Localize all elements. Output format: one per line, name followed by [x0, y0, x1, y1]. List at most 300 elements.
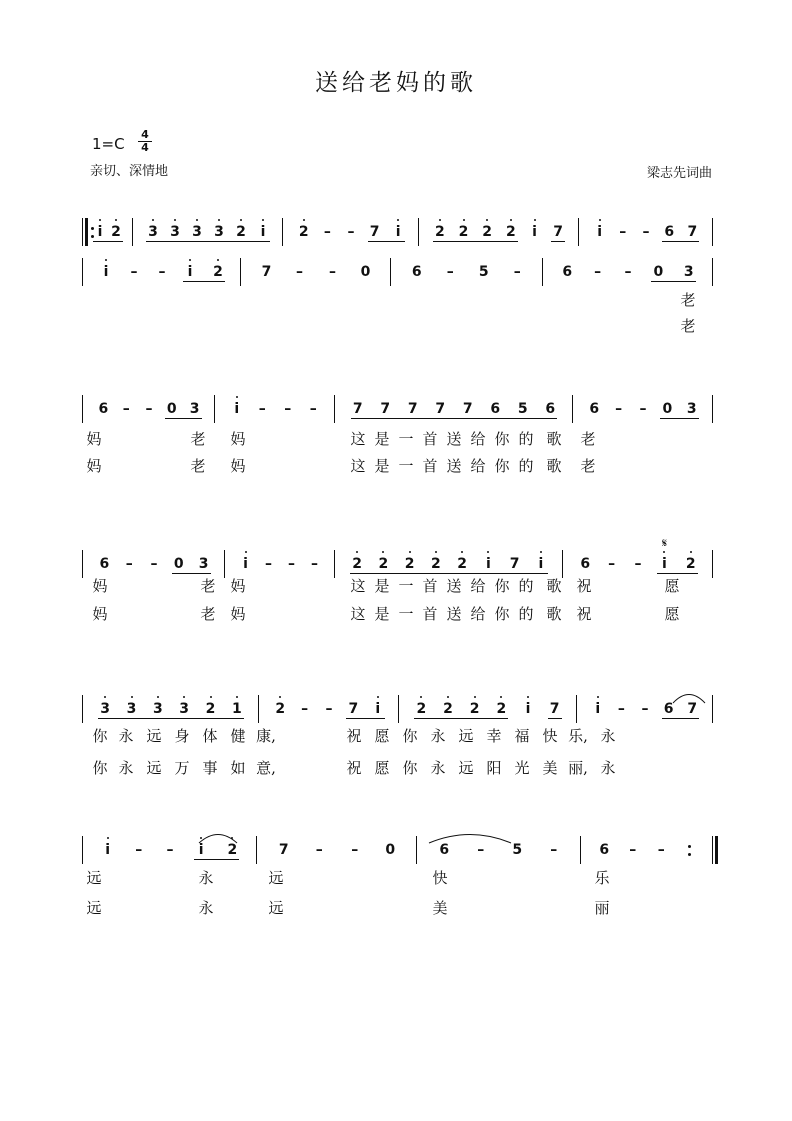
segno-sign: 𝄋 — [662, 536, 668, 550]
octave-dot — [279, 696, 281, 698]
note: 3 — [198, 556, 209, 572]
note: 5 — [512, 842, 523, 858]
note: 1 — [231, 701, 242, 717]
lyric-char: 健 — [230, 727, 246, 745]
lyric-char: 万 — [174, 759, 190, 777]
barline — [416, 836, 417, 864]
lyric-char: 你 — [494, 605, 510, 623]
dash-sustain: – — [323, 224, 331, 240]
dash-sustain: – — [629, 842, 637, 858]
lyric-char: 永 — [198, 869, 214, 887]
note: i — [97, 224, 103, 240]
octave-dot — [486, 219, 488, 221]
note: 6 — [664, 224, 675, 240]
note: 2 — [352, 556, 362, 572]
dash-sustain: – — [608, 556, 616, 572]
dash-sustain: – — [311, 556, 318, 572]
lyric-char: 远 — [458, 759, 474, 777]
lyric-char: 永 — [430, 727, 446, 745]
barline — [712, 218, 713, 246]
underline-beam — [93, 241, 123, 242]
note: 6 — [545, 401, 556, 417]
lyric-char: 送 — [446, 605, 462, 623]
lyric-char: 身 — [174, 727, 190, 745]
octave-dot — [240, 219, 242, 221]
note: 6 — [580, 556, 591, 572]
note: i — [595, 701, 601, 717]
lyric-char: 你 — [92, 727, 108, 745]
lyric-char: 祝 — [576, 577, 592, 595]
lyric-char: 给 — [470, 577, 486, 595]
lyric-char: 歌 — [546, 457, 562, 475]
lyric-char: 妈 — [230, 577, 246, 595]
underline-beam — [172, 573, 211, 574]
note: 3 — [192, 224, 202, 240]
lyric-char: 一 — [398, 577, 414, 595]
dash-sustain: – — [477, 842, 485, 858]
octave-dot — [534, 219, 536, 221]
note: 2 — [457, 556, 467, 572]
repeat-start-thick — [85, 218, 88, 246]
underline-beam — [98, 718, 244, 719]
dash-sustain: – — [325, 701, 333, 717]
note: 0 — [385, 842, 396, 858]
underline-beam — [346, 718, 384, 719]
octave-dot — [262, 219, 264, 221]
dash-sustain: – — [309, 401, 317, 417]
note: i — [375, 701, 381, 717]
octave-dot — [131, 696, 133, 698]
lyric-char: 给 — [470, 457, 486, 475]
note: i — [234, 401, 240, 417]
octave-dot — [303, 219, 305, 221]
note: 3 — [214, 224, 224, 240]
octave-dot — [463, 219, 465, 221]
repeat-end-thick — [715, 836, 718, 864]
lyric-char: 快 — [542, 727, 558, 745]
note: 3 — [179, 701, 190, 717]
octave-dot — [690, 551, 692, 553]
dash-sustain: – — [550, 842, 558, 858]
octave-dot — [105, 259, 107, 261]
lyric-char: 歌 — [546, 577, 562, 595]
dash-sustain: – — [301, 701, 309, 717]
dash-sustain: – — [150, 556, 158, 572]
note: 6 — [99, 556, 110, 572]
note: 7 — [462, 401, 473, 417]
note: i — [103, 264, 109, 280]
barline — [572, 395, 573, 423]
lyric-char: 丽, — [568, 759, 588, 777]
note: 0 — [662, 401, 673, 417]
lyric-char: 愿 — [664, 605, 680, 623]
note: 2 — [458, 224, 469, 240]
lyric-char: 歌 — [546, 605, 562, 623]
note: 3 — [686, 401, 697, 417]
lyric-char: 的 — [518, 457, 534, 475]
lyric-char: 老 — [200, 577, 216, 595]
note: 6 — [490, 401, 501, 417]
lyric-char: 老 — [190, 430, 206, 448]
lyric-char: 老 — [190, 457, 206, 475]
dash-sustain: – — [657, 842, 665, 858]
lyric-char: 你 — [494, 430, 510, 448]
dash-sustain: – — [135, 842, 143, 858]
octave-dot — [236, 396, 238, 398]
barline — [82, 550, 83, 578]
lyric-char: 愿 — [374, 759, 390, 777]
dash-sustain: – — [158, 264, 166, 280]
lyric-char: 福 — [514, 727, 530, 745]
octave-dot — [599, 219, 601, 221]
underline-beam — [165, 418, 202, 419]
time-signature-bottom: 4 — [141, 141, 149, 154]
note: 2 — [431, 556, 441, 572]
note: i — [597, 224, 602, 240]
lyric-char: 妈 — [86, 457, 102, 475]
underline-beam — [433, 241, 518, 242]
lyric-char: 是 — [374, 605, 390, 623]
lyric-char: 阳 — [486, 759, 502, 777]
lyric-char: 送 — [446, 457, 462, 475]
octave-dot — [474, 696, 476, 698]
lyric-char: 给 — [470, 430, 486, 448]
lyric-char: 永 — [430, 759, 446, 777]
lyric-char: 你 — [494, 577, 510, 595]
note: 7 — [352, 401, 363, 417]
octave-dot — [447, 696, 449, 698]
lyric-char: 幸 — [486, 727, 502, 745]
lyric-char: 一 — [398, 605, 414, 623]
lyric-char: 首 — [422, 430, 438, 448]
note: 3 — [126, 701, 137, 717]
barline — [334, 550, 335, 578]
note: 0 — [360, 264, 371, 280]
note: 2 — [469, 701, 480, 717]
barline — [712, 695, 713, 723]
underline-beam — [662, 241, 699, 242]
note: i — [538, 556, 544, 572]
note: 7 — [278, 842, 289, 858]
dash-sustain: – — [315, 842, 323, 858]
note: 2 — [404, 556, 415, 572]
note: 2 — [482, 224, 493, 240]
lyric-char: 给 — [470, 605, 486, 623]
note: 3 — [100, 701, 111, 717]
note: 3 — [683, 264, 694, 280]
barline — [562, 550, 563, 578]
lyric-char: 的 — [518, 430, 534, 448]
barline — [82, 395, 83, 423]
dash-sustain: – — [351, 842, 359, 858]
octave-dot — [663, 551, 665, 553]
octave-dot — [527, 696, 529, 698]
repeat-dot — [688, 845, 691, 848]
time-signature — [138, 130, 152, 153]
note: 2 — [685, 556, 696, 572]
dash-sustain: – — [641, 701, 649, 717]
octave-dot — [435, 551, 437, 553]
lyric-char: 这 — [350, 605, 366, 623]
note: 7 — [348, 701, 359, 717]
dash-sustain: – — [125, 556, 133, 572]
barline — [82, 258, 83, 286]
note: 7 — [435, 401, 446, 417]
note: i — [395, 224, 401, 240]
barline — [390, 258, 391, 286]
lyric-char: 远 — [268, 869, 284, 887]
underline-beam — [657, 573, 697, 574]
note: 2 — [378, 556, 389, 572]
lyric-char: 的 — [518, 605, 534, 623]
note: 7 — [509, 556, 520, 572]
note: 2 — [496, 701, 507, 717]
lyric-char: 永 — [600, 727, 616, 745]
note: 3 — [152, 701, 163, 717]
note: 7 — [261, 264, 272, 280]
repeat-end-thin — [712, 836, 713, 864]
barline — [712, 258, 713, 286]
lyric-char: 远 — [86, 869, 102, 887]
octave-dot — [540, 551, 542, 553]
lyric-char: 妈 — [230, 430, 246, 448]
lyric-char: 首 — [422, 605, 438, 623]
octave-dot — [245, 551, 247, 553]
underline-beam — [660, 418, 698, 419]
underline-beam — [651, 281, 695, 282]
underline-beam — [414, 718, 508, 719]
octave-dot — [152, 219, 154, 221]
lyric-char: 妈 — [92, 605, 108, 623]
note: 2 — [443, 701, 453, 717]
octave-dot — [218, 219, 220, 221]
lyric-char: 如 — [230, 759, 246, 777]
lyric-char: 愿 — [374, 727, 390, 745]
dash-sustain: – — [296, 264, 303, 280]
octave-dot — [397, 219, 399, 221]
note: i — [525, 701, 531, 717]
octave-dot — [196, 219, 198, 221]
lyric-char: 祝 — [576, 605, 592, 623]
note: 2 — [434, 224, 445, 240]
lyric-char: 意, — [256, 759, 276, 777]
dash-sustain: – — [617, 701, 625, 717]
barline — [334, 395, 335, 423]
lyric-char: 老 — [200, 605, 216, 623]
slur — [198, 830, 238, 844]
lyric-char: 光 — [514, 759, 530, 777]
note: 7 — [687, 224, 698, 240]
dash-sustain: – — [130, 264, 138, 280]
dash-sustain: – — [639, 401, 647, 417]
lyric-char: 的 — [518, 577, 534, 595]
octave-dot — [510, 219, 512, 221]
lyric-char: 康, — [256, 727, 276, 745]
dash-sustain: – — [513, 264, 521, 280]
dash-sustain: – — [288, 556, 295, 572]
note: 6 — [411, 264, 422, 280]
note: 7 — [553, 224, 564, 240]
barline — [580, 836, 581, 864]
octave-dot — [236, 696, 238, 698]
note: 5 — [517, 401, 528, 417]
note: 6 — [663, 701, 674, 717]
note: 2 — [227, 842, 238, 858]
lyric-char: 送 — [446, 577, 462, 595]
octave-dot — [356, 551, 358, 553]
octave-dot — [487, 551, 489, 553]
lyric-char: 愿 — [664, 577, 680, 595]
lyric-char: 一 — [398, 430, 414, 448]
note: 2 — [275, 701, 286, 717]
lyric-char: 歌 — [546, 430, 562, 448]
slur — [428, 830, 512, 844]
note: 2 — [236, 224, 246, 240]
underline-beam — [662, 718, 700, 719]
barline — [258, 695, 259, 723]
lyric-char: 是 — [374, 457, 390, 475]
barline — [542, 258, 543, 286]
lyric-char: 是 — [374, 577, 390, 595]
barline — [256, 836, 257, 864]
note: 2 — [111, 224, 121, 240]
octave-dot — [107, 837, 109, 839]
note: i — [260, 224, 266, 240]
underline-beam — [146, 241, 270, 242]
lyric-char: 祝 — [346, 759, 362, 777]
lyric-char: 远 — [458, 727, 474, 745]
note: 7 — [407, 401, 418, 417]
barline — [214, 395, 215, 423]
octave-dot — [461, 551, 463, 553]
note: 2 — [505, 224, 516, 240]
composer-credit: 梁志先词曲 — [646, 166, 712, 181]
note: i — [198, 842, 204, 858]
repeat-dot — [688, 853, 691, 856]
note: 7 — [549, 701, 560, 717]
octave-dot — [500, 696, 502, 698]
underline-beam — [350, 573, 548, 574]
note: 3 — [148, 224, 158, 240]
octave-dot — [104, 696, 106, 698]
dash-sustain: – — [265, 556, 272, 572]
barline — [82, 695, 83, 723]
note: 3 — [189, 401, 200, 417]
barline — [282, 218, 283, 246]
octave-dot — [420, 696, 422, 698]
barline — [82, 836, 83, 864]
note: i — [105, 842, 110, 858]
octave-dot — [189, 259, 191, 261]
octave-dot — [210, 696, 212, 698]
octave-dot — [597, 696, 599, 698]
note: i — [243, 556, 248, 572]
dash-sustain: – — [634, 556, 642, 572]
lyric-char: 送 — [446, 430, 462, 448]
note: 2 — [298, 224, 309, 240]
lyric-char: 美 — [542, 759, 558, 777]
dash-sustain: – — [166, 842, 174, 858]
lyric-char: 美 — [432, 899, 448, 917]
lyric-char: 你 — [92, 759, 108, 777]
barline — [398, 695, 399, 723]
octave-dot — [174, 219, 176, 221]
note: 2 — [213, 264, 223, 280]
dash-sustain: – — [329, 264, 336, 280]
note: i — [187, 264, 193, 280]
note: 0 — [653, 264, 664, 280]
barline — [418, 218, 419, 246]
lyric-char: 永 — [198, 899, 214, 917]
underline-beam — [351, 418, 558, 419]
dash-sustain: – — [594, 264, 602, 280]
note: 0 — [173, 556, 184, 572]
lyric-char: 远 — [268, 899, 284, 917]
lyric-char: 乐, — [568, 727, 588, 745]
underline-beam — [368, 241, 406, 242]
octave-dot — [409, 551, 411, 553]
dash-sustain: – — [284, 401, 292, 417]
underline-beam — [183, 281, 225, 282]
note: 6 — [562, 264, 573, 280]
dash-sustain: – — [122, 401, 130, 417]
barline — [132, 218, 133, 246]
note: 6 — [599, 842, 610, 858]
lyric-char: 体 — [202, 727, 218, 745]
lyric-char: 这 — [350, 430, 366, 448]
lyric-char: 老 — [680, 291, 696, 309]
time-signature-top: 4 — [141, 128, 149, 141]
note: 7 — [687, 701, 698, 717]
lyric-char: 乐 — [594, 869, 610, 887]
octave-dot — [382, 551, 384, 553]
key-signature: 1=C — [92, 135, 125, 153]
dash-sustain: – — [615, 401, 623, 417]
lyric-char: 丽 — [594, 899, 610, 917]
octave-dot — [157, 696, 159, 698]
lyric-char: 你 — [402, 759, 418, 777]
note: i — [485, 556, 491, 572]
octave-dot — [439, 219, 441, 221]
tempo-marking: 亲切、深情地 — [90, 164, 169, 179]
note: 7 — [380, 401, 391, 417]
note: i — [661, 556, 667, 572]
lyric-char: 永 — [600, 759, 616, 777]
note: 5 — [478, 264, 489, 280]
barline — [576, 695, 577, 723]
octave-dot — [183, 696, 185, 698]
slur — [672, 690, 706, 704]
lyric-char: 妈 — [230, 457, 246, 475]
lyric-char: 妈 — [86, 430, 102, 448]
lyric-char: 妈 — [230, 605, 246, 623]
octave-dot — [99, 219, 101, 221]
note: 6 — [439, 842, 450, 858]
lyric-char: 一 — [398, 457, 414, 475]
song-title: 送给老妈的歌 — [315, 70, 477, 96]
barline — [240, 258, 241, 286]
lyric-char: 永 — [118, 759, 134, 777]
lyric-char: 你 — [494, 457, 510, 475]
lyric-char: 事 — [202, 759, 218, 777]
dash-sustain: – — [642, 224, 650, 240]
lyric-char: 老 — [680, 317, 696, 335]
lyric-char: 老 — [580, 430, 596, 448]
underline-beam — [551, 241, 565, 242]
underline-beam — [194, 859, 239, 860]
lyric-char: 是 — [374, 430, 390, 448]
dash-sustain: – — [624, 264, 632, 280]
